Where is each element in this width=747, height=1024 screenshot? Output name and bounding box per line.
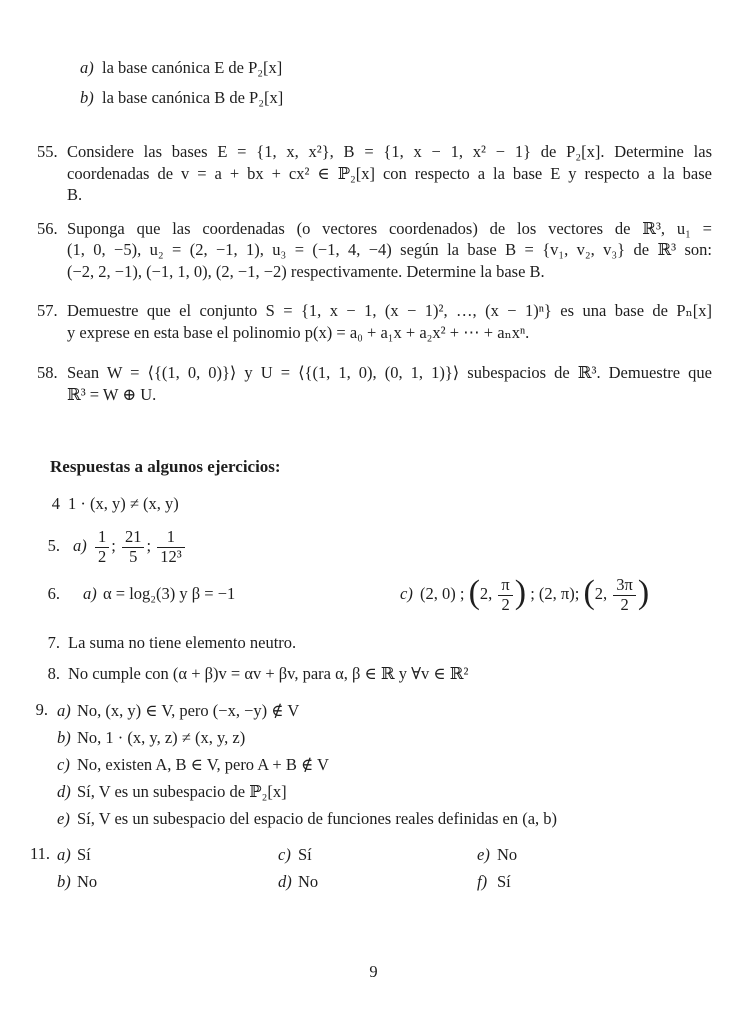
answer-math: (2, 0) ; (2, $\frac{\pi}{2}$ ) ; (2, π); (2, $\frac{3\pi}{2}$ )	[420, 574, 650, 614]
item-label: b)	[57, 728, 71, 747]
big-paren: )	[637, 574, 650, 612]
text-line: (1, 0, −5), u₂ = (2, −1, 1), u₃ = (−1, 4, −4) según la base B = {v₁, v₂, v₃} de ℝ³ son:	[67, 240, 712, 259]
big-paren: (	[468, 574, 480, 612]
answer-number: 6.	[47, 584, 60, 603]
item-text: Sí	[497, 872, 511, 891]
grid-cell	[278, 871, 477, 893]
list-item	[57, 754, 747, 776]
list-item	[57, 781, 747, 803]
answer-grid	[57, 844, 747, 893]
item-label: e)	[477, 845, 490, 864]
item-label: d)	[278, 872, 292, 891]
problem-56	[0, 218, 747, 283]
fraction: $\frac{\pi}{2}$	[498, 576, 512, 614]
list-item	[80, 87, 747, 109]
item-text: Sí	[298, 845, 312, 864]
item-label: a)	[57, 845, 71, 864]
answer-number: 9.	[35, 700, 48, 719]
item-label: a)	[73, 536, 87, 555]
item-label: e)	[57, 809, 70, 828]
answer-5	[0, 524, 747, 568]
problem-number: 57.	[37, 301, 58, 320]
text-line: coordenadas de v = a + bx + cx² ∈ ℙ₂[x] con respecto a la base E y respecto a la base	[67, 163, 712, 183]
item-text: la base canónica E de P₂[x]	[102, 58, 283, 77]
item-label: d)	[57, 782, 71, 801]
text-line: ℝ³ = W ⊕ U.	[67, 384, 157, 404]
answer-number: 4	[51, 494, 60, 513]
fraction: $\frac{1}{\text{12³}}$	[157, 528, 184, 566]
item-text: la base canónica B de P₂[x]	[102, 88, 284, 107]
problem-text	[67, 362, 712, 405]
answer-9	[0, 700, 747, 830]
item-text: No, existen A, B ∈ V, pero A + B ∉ V	[77, 755, 329, 774]
answer-7	[0, 632, 747, 654]
list-item	[80, 57, 747, 79]
item-label: b)	[80, 88, 94, 107]
answer-content	[83, 584, 235, 603]
fraction: $\frac{3\pi}{2}$	[613, 576, 636, 614]
text-line: Suponga que las coordenadas (o vectores coordenados) de los vectores de ℝ³, u₁ =	[67, 218, 712, 238]
item-text: No	[298, 872, 319, 891]
problem-text	[67, 218, 712, 283]
page-number: 9	[369, 962, 378, 981]
answer-text: α = log₂(3) y β = −1	[103, 584, 236, 603]
answer-content-right	[400, 568, 649, 620]
answer-text: 1 · (x, y) ≠ (x, y)	[68, 494, 179, 513]
answer-content	[73, 527, 187, 566]
item-text: No, (x, y) ∈ V, pero (−x, −y) ∉ V	[77, 701, 300, 720]
item-label: c)	[57, 755, 70, 774]
grid-cell	[477, 844, 747, 866]
item-text: Sí, V es un subespacio de ℙ₂[x]	[77, 782, 287, 801]
problem-55	[0, 141, 747, 206]
item-label: c)	[278, 845, 291, 864]
list-item	[57, 700, 747, 722]
text-line: Sean W = ⟨{(1, 0, 0)}⟩ y U = ⟨{(1, 1, 0), (0, 1, 1)}⟩ subespacios de ℝ³. Demuestre que	[67, 363, 712, 382]
grid-cell	[57, 844, 278, 866]
problem-number: 58.	[37, 363, 58, 382]
item-label: a)	[57, 701, 71, 720]
problem-text	[67, 141, 712, 206]
answer-math: $\frac{1}{2}$ ; $\frac{21}{5}$ ; $\frac{1}{\text{12³}}$	[93, 536, 187, 555]
item-text: No, 1 · (x, y, z) ≠ (x, y, z)	[77, 728, 246, 747]
list-item	[57, 727, 747, 749]
problem-number: 56.	[37, 218, 58, 238]
item-label: a)	[83, 584, 97, 603]
text-line: (−2, 2, −1), (−1, 1, 0), (2, −1, −2) respectivamente. Determine la base B.	[67, 261, 545, 281]
answer-number: 11.	[29, 844, 50, 863]
fraction: $\frac{1}{2}$	[95, 528, 109, 566]
item-text: No	[77, 872, 98, 891]
answer-number: 8.	[47, 664, 60, 683]
text-line: B.	[67, 185, 83, 204]
text-line: Demuestre que el conjunto S = {1, x − 1, (x − 1)², …, (x − 1)ⁿ} es una base de Pₙ[x]	[67, 301, 712, 320]
problem-text	[67, 300, 712, 343]
text-line: y exprese en esta base el polinomio p(x) = a₀ + a₁x + a₂x² + ⋯ + aₙxⁿ.	[67, 322, 530, 342]
grid-cell	[278, 844, 477, 866]
problem-57	[0, 300, 747, 343]
answer-list	[0, 493, 747, 893]
list-item	[57, 808, 747, 830]
answers-heading: Respuestas a algunos ejercicios:	[50, 457, 281, 476]
item-text: No	[497, 845, 518, 864]
problem-list	[0, 141, 747, 405]
problem-58	[0, 362, 747, 405]
big-paren: )	[514, 574, 527, 612]
item-text: Sí, V es un subespacio del espacio de funciones reales definidas en (a, b)	[77, 809, 558, 828]
answer-subitems	[57, 700, 747, 830]
answer-text: La suma no tiene elemento neutro.	[68, 633, 297, 652]
item-label: a)	[80, 58, 94, 77]
grid-cell	[477, 871, 747, 893]
item-text: Sí	[77, 845, 91, 864]
answer-number: 5.	[47, 536, 60, 555]
fraction: $\frac{21}{5}$	[122, 528, 145, 566]
answer-number: 7.	[47, 633, 60, 652]
answer-4	[0, 493, 747, 515]
big-paren: (	[583, 574, 595, 612]
answer-6	[0, 568, 747, 620]
answer-text: No cumple con (α + β)v = αv + βv, para α, β ∈ ℝ y ∀v ∈ ℝ²	[68, 664, 469, 683]
item-label: c)	[400, 584, 413, 603]
answer-11	[0, 844, 747, 893]
item-label: b)	[57, 872, 71, 891]
item-label: f)	[477, 872, 488, 891]
text-line: Considere las bases E = {1, x, x²}, B = {1, x − 1, x² − 1} de P₂[x]. Determine las	[67, 142, 712, 161]
grid-cell	[57, 871, 278, 893]
top-item-list	[80, 0, 747, 109]
problem-number: 55.	[37, 142, 58, 161]
answer-8	[0, 662, 747, 686]
